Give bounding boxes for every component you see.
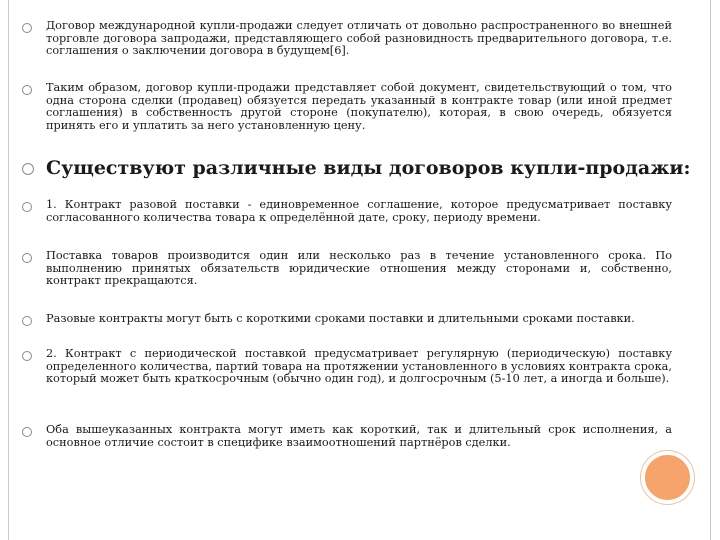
paragraph-text: Договор международной купли-продажи следует отличать от довольно распространенного во внешней торговле договора запродажи, представляющего собой разновидность предварительного договора, т.е. соглашения о заключении договора в будущем[6]. [46,19,672,58]
bullet-circle-icon [22,85,32,95]
paragraph-text: Таким образом, договор купли-продажи представляет собой документ, свидетельствующий о том, что одна сторона сделки (продавец) обязуется передать указанный в контракте товар (или иной предмет соглашения) в собственность другой стороне (покупателю), которая, в свою очередь, обязуется принять его и уплатить за него установленную цену. [46,81,672,132]
bullet-circle-icon [22,316,32,326]
paragraph-text: Оба вышеуказанных контракта могут иметь как короткий, так и длительный срок исполнения, а основное отличие состоит в специфике взаимоотношений партнёров сделки. [46,423,672,449]
bullet-circle-icon [22,23,32,33]
list-item [22,348,672,386]
paragraph-text: 1. Контракт разовой поставки - единовременное соглашение, которое предусматривает поставку согласованного количества товара к определённой дате, сроку, периоду времени. [46,198,672,224]
list-item [22,82,672,132]
bullet-circle-icon [22,202,32,212]
list-item [22,20,672,58]
paragraph-text: 2. Контракт с периодической поставкой предусматривает регулярную (периодическую) поставку определенного количества, партий товара на протяжении установленного в условиях контракта срока, который может быть краткосрочным (обычно один год), и долгосрочным (5-10 лет, а иногда и больше). [46,347,672,386]
list-item [22,250,672,288]
list-item [22,313,672,326]
bullet-circle-icon [22,163,34,175]
paragraph-text: Поставка товаров производится один или несколько раз в течение установленного срока. По выполнению принятых обязательств юридические отношения между сторонами и, собственно, контракт прекращаются. [46,249,672,288]
decorative-circle-icon [641,451,694,504]
section-heading: Существуют различные виды договоров купли-продажи: [46,157,691,179]
bullet-circle-icon [22,427,32,437]
bullet-circle-icon [22,351,32,361]
bullet-circle-icon [22,253,32,263]
list-item [22,199,672,224]
paragraph-text: Разовые контракты могут быть с короткими сроками поставки и длительными сроками поставки. [46,312,635,325]
list-item [22,424,672,449]
list-item [22,156,691,180]
